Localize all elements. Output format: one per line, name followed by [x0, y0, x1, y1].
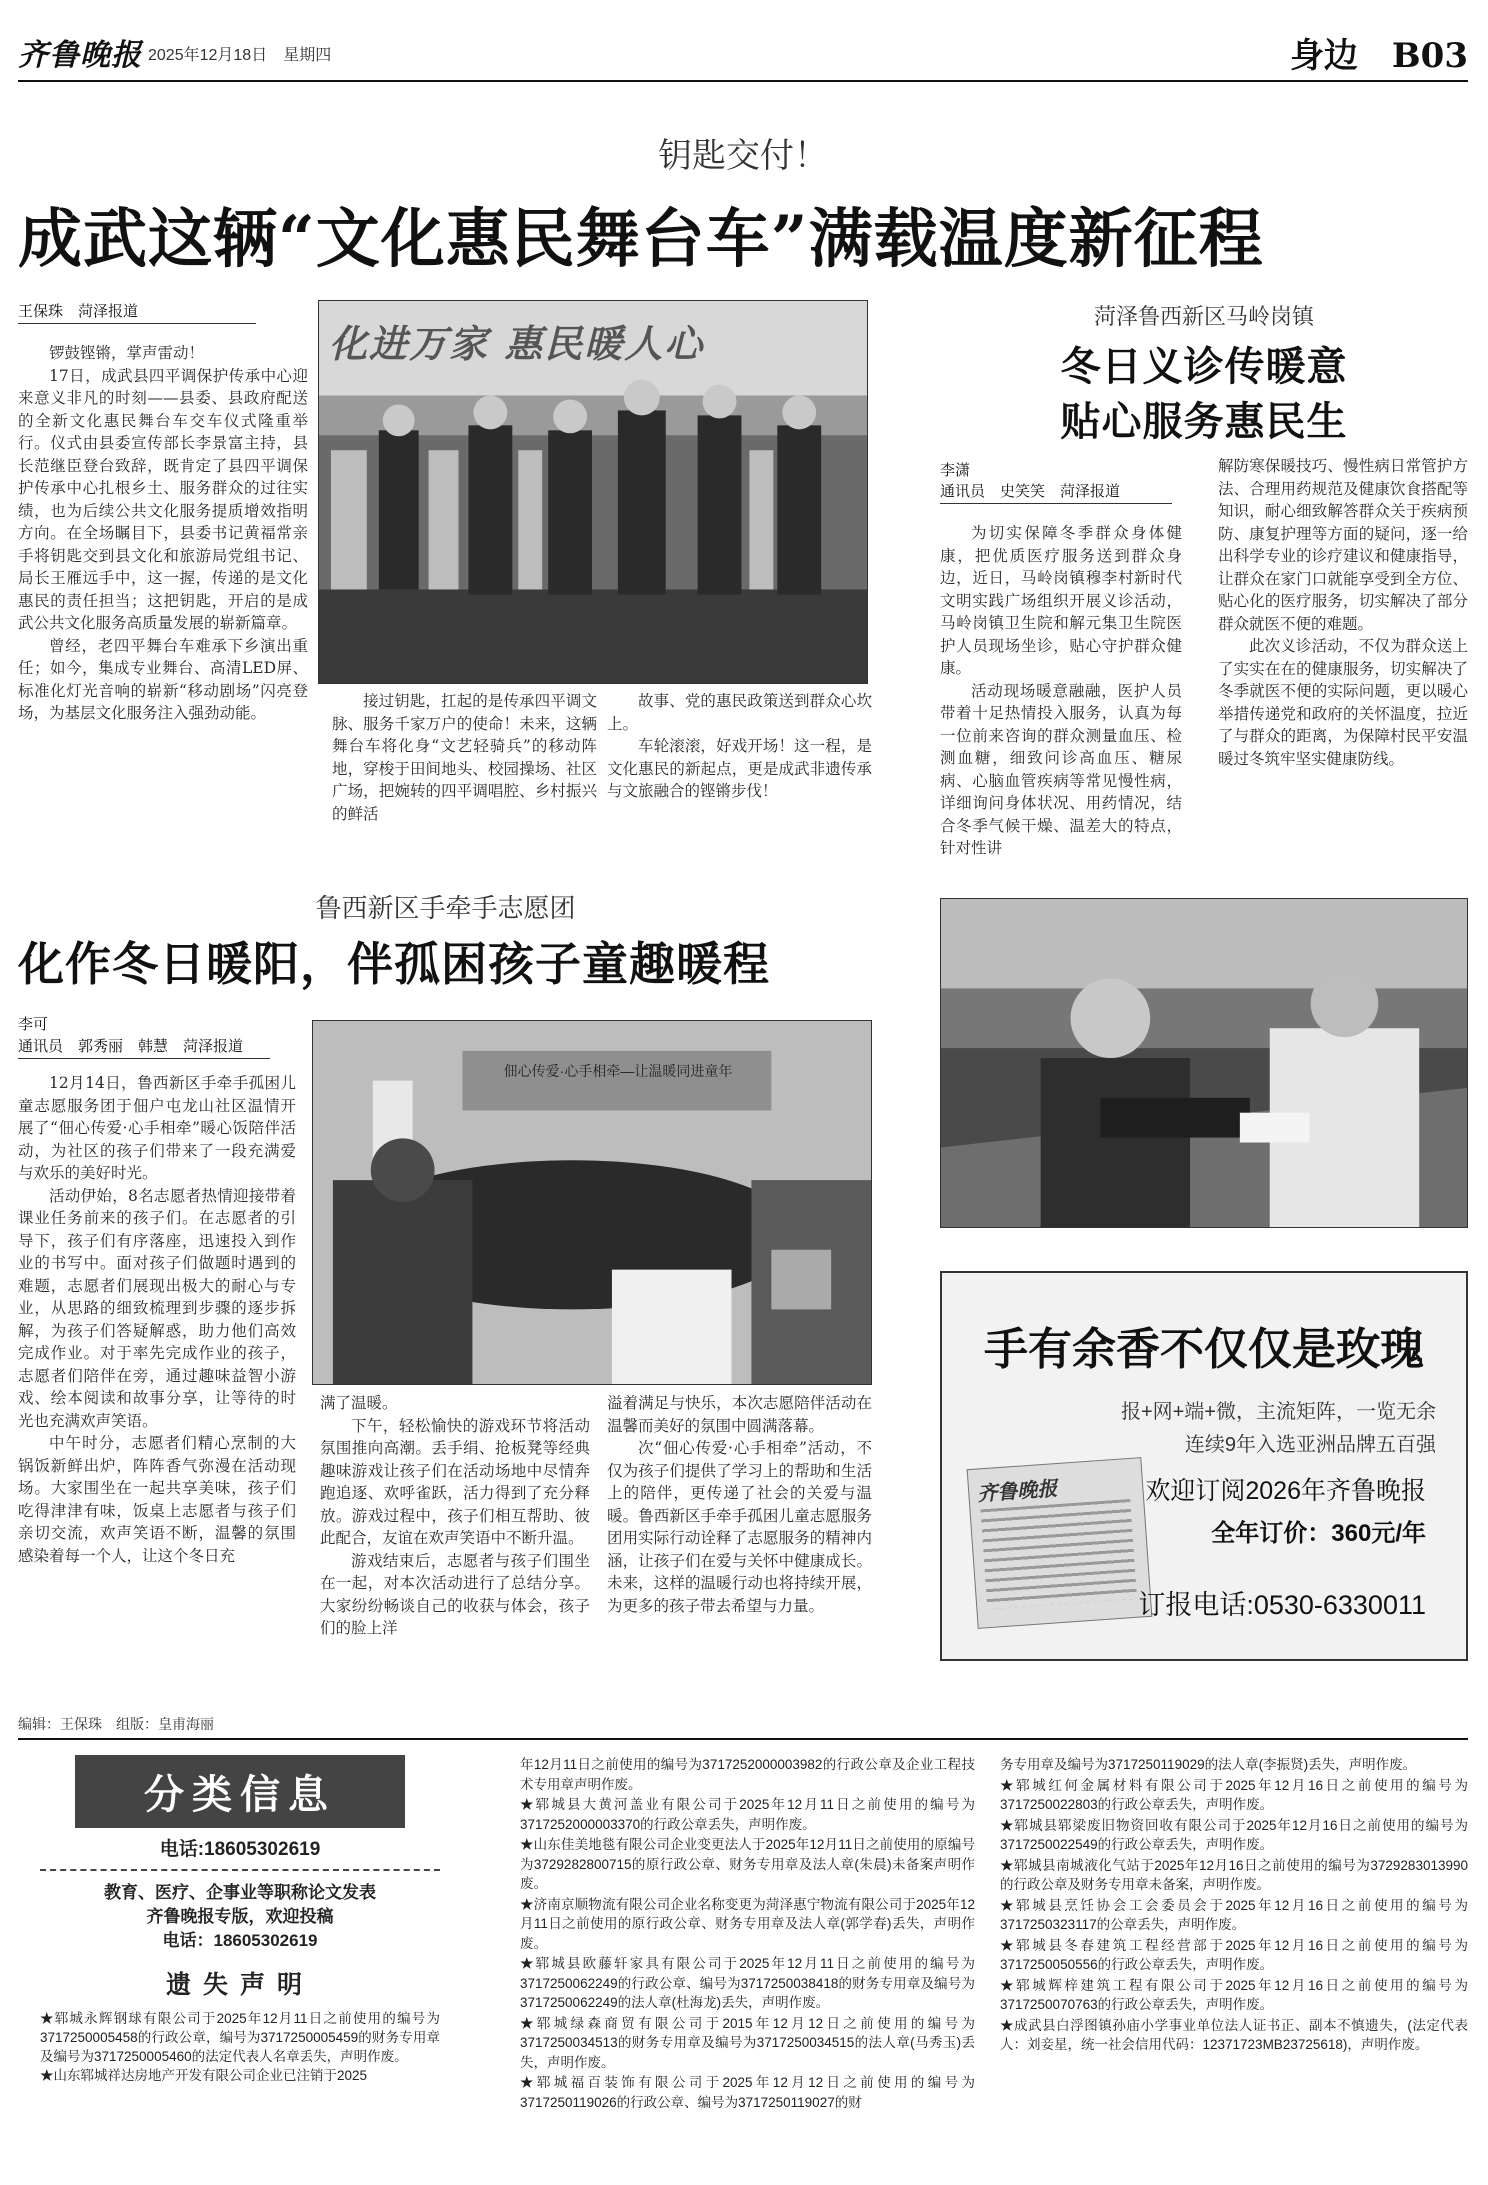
paragraph: 接过钥匙，扛起的是传承四平调文脉、服务千家万户的使命！未来，这辆舞台车将化身“文艺轻骑兵”的移动阵地，穿梭于田间地头、校园操场、社区广场，把婉转的四平调唱腔、乡村振兴的鲜活: [332, 692, 597, 823]
paragraph: 曾经，老四平舞台车难承下乡演出重任；如今，集成专业舞台、高清LED屏、标准化灯光音响的崭新“移动剧场”闪亮登场，为基层文化服务注入强劲动能。: [18, 636, 308, 722]
photo-banner-text: 化进万家 惠民暖人心: [329, 321, 705, 366]
page-label: 身边 B03: [1289, 36, 1468, 76]
story3-column-2: [320, 1392, 590, 1640]
subscription-ad: [940, 1271, 1468, 1661]
edu-ad-line-2: 齐鲁晚报专版，欢迎投稿: [146, 1907, 334, 1926]
paragraph: 车轮滚滚，好戏开场！这一程，是文化惠民的新起点，更是成武非遗传承与文旅融合的铿锵步伐！: [607, 737, 872, 800]
story2-column-1: [940, 522, 1182, 860]
paragraph: 中午时分，志愿者们精心烹制的大锅饭新鲜出炉，阵阵香气弥漫在活动现场。大家围坐在一起共享美味，孩子们吃得津津有味，饭桌上志愿者与孩子们亲切交流，欢声笑语不断，温馨的氛围感染着每一个人，让这个冬日充: [18, 1434, 296, 1565]
edu-ad-phone: 电话：18605302619: [162, 1931, 318, 1950]
paragraph: 游戏结束后，志愿者与孩子们围坐在一起，对本次活动进行了总结分享。大家纷纷畅谈自己的收获与体会，孩子们的脸上洋: [320, 1551, 590, 1637]
paragraph: 解防寒保暖技巧、慢性病日常管护方法、合理用药规范及健康饮食搭配等知识，耐心细致解答群众关于疾病预防、康复护理等方面的疑问，逐一给出科学专业的诊疗建议和健康指导，让群众在家门口就能享受到全方位、贴心化的医疗服务，切实解决了部分群众就医不便的难题。: [1218, 457, 1468, 633]
story2-column-2: [1218, 455, 1468, 770]
notice-item: ★郓城永辉钢球有限公司于2025年12月11日之前使用的编号为3717250005458的行政公章，编号为3717250005459的财务专用章及编号为3717250005460的法定代表人名章丢失，声明作废。: [40, 2011, 440, 2064]
story3-column-1: [18, 1072, 296, 1567]
ad-subtitle-1: 报+网+端+微，主流矩阵，一览无余: [1120, 1401, 1436, 1423]
paragraph: 此次义诊活动，不仅为群众送上了实实在在的健康服务，切实解决了冬季就医不便的实际问题，更以暖心举措传递党和政府的关怀温度，拉近了与群众的距离，为保障村民平安温暖过冬筑牢坚实健康防线。: [1218, 637, 1468, 768]
story1-headline: 成武这辆“文化惠民舞台车”满载温度新征程: [18, 202, 1264, 277]
notice-item: ★郓城绿森商贸有限公司于2015年12月12日之前使用的编号为3717250034513的财务专用章及编号为3717250034515的法人章(马秀玉)丢失，声明作废。: [520, 2015, 975, 2070]
story1-column-1: [18, 342, 308, 725]
ad-price: 全年订价：360元/年: [1211, 1520, 1426, 1547]
story1-column-3: [607, 690, 872, 803]
ad-subtitle-2: 连续9年入选亚洲品牌五百强: [1184, 1434, 1436, 1456]
story2-kicker: 菏泽鲁西新区马岭岗镇: [1093, 304, 1314, 329]
children-meal-photo: [312, 1020, 872, 1385]
story2-headline-line2: 贴心服务惠民生: [1060, 398, 1348, 445]
story2-byline-name: 李潇: [940, 462, 971, 479]
story3-headline: 化作冬日暖阳，伴孤困孩子童趣暖程: [18, 937, 770, 991]
stage-car-ceremony-photo: [318, 300, 868, 684]
notice-item: ★郓城辉梓建筑工程有限公司于2025年12月16日之前使用的编号为3717250070763的行政公章丢失，声明作废。: [1000, 1977, 1468, 2012]
paragraph: 为切实保障冬季群众身体健康，把优质医疗服务送到群众身边，近日，马岭岗镇穆李村新时代文明实践广场组织开展义诊活动，马岭岗镇卫生院和解元集卫生院医护人员现场坐诊，贴心守护群众健康。: [940, 524, 1182, 677]
notice-item: ★郓城福百装饰有限公司于2025年12月12日之前使用的编号为3717250119026的行政公章、编号为3717250119027的财: [520, 2075, 975, 2110]
notice-item: ★山东郓城祥达房地产开发有限公司企业已注销于2025: [40, 2068, 368, 2083]
notice-column-2: [520, 1755, 975, 2113]
photo-banner-text: 佃心传爱·心手相牵—让温暖同进童年: [503, 1063, 733, 1079]
notice-item: 务专用章及编号为3717250119029的法人章(李振贤)丢失，声明作废。: [1000, 1757, 1417, 1772]
story3-kicker: 鲁西新区手牵手志愿团: [315, 893, 576, 923]
editor-credits: 编辑：王保珠 组版：皇甫海丽: [18, 1714, 1468, 1740]
clinic-blood-pressure-photo: [940, 898, 1468, 1228]
paragraph: 12月14日，鲁西新区手牵手孤困儿童志愿服务团于佃户屯龙山社区温情开展了“佃心传爱·心手相牵”暖心饭陪伴活动，为社区的孩子们带来了一段充满爱与欢乐的美好时光。: [18, 1074, 296, 1182]
newspaper-logo: 齐鲁晚报: [18, 38, 142, 73]
notice-item: ★济南京顺物流有限公司企业名称变更为菏泽惠宁物流有限公司于2025年12月11日之前使用的原行政公章、财务专用章及法人章(郭学春)丢失，声明作废。: [520, 1896, 975, 1951]
notice-item: ★郓城红何金属材料有限公司于2025年12月16日之前使用的编号为3717250022803的行政公章丢失，声明作废。: [1000, 1777, 1468, 1812]
lost-notice-heading: 遗失声明: [165, 1970, 314, 1999]
story2-headline-line1: 冬日义诊传暖意: [1060, 343, 1348, 390]
paragraph: 下午，轻松愉快的游戏环节将活动氛围推向高潮。丢手绢、抢板凳等经典趣味游戏让孩子们在活动场地中尽情奔跑追逐、欢呼雀跃，活力得到了充分释放。游戏过程中，孩子们相互帮助、彼此配合，友谊在欢声笑语中不断升温。: [320, 1416, 590, 1547]
notice-item: ★郓城县大黄河盖业有限公司于2025年12月11日之前使用的编号为3717252000003370的行政公章丢失，声明作废。: [520, 1797, 975, 1832]
paragraph: 次“佃心传爱·心手相牵”活动，不仅为孩子们提供了学习上的帮助和生活上的陪伴，更传递了社会的关爱与温暖。鲁西新区手牵手孤困儿童志愿服务团用实际行动诠释了志愿服务的精神内涵，让孩子们在爱与关怀中健康成长。未来，这样的温暖行动也将持续开展，为更多的孩子带去希望与力量。: [607, 1439, 872, 1615]
ad-welcome: 欢迎订阅2026年齐鲁晚报: [1145, 1477, 1426, 1505]
newspaper-logo: 齐鲁晚报: [976, 1476, 1058, 1506]
notice-item: ★郓城县烹饪协会工会委员会于2025年12月16日之前使用的编号为3717250323117的公章丢失，声明作废。: [1000, 1897, 1468, 1932]
classified-title: 分类信息: [75, 1755, 405, 1828]
story2-byline: 通讯员 史笑笑 菏泽报道: [940, 480, 1172, 504]
notice-item: ★郓城县郓梁废旧物资回收有限公司于2025年12月16日之前使用的编号为3717250022549的行政公章丢失，声明作废。: [1000, 1817, 1468, 1852]
paragraph: 故事、党的惠民政策送到群众心坎上。: [607, 692, 872, 733]
edu-ad-line-1: 教育、医疗、企事业等职称论文发表: [104, 1883, 376, 1902]
newspaper-image: [967, 1457, 1153, 1629]
notice-column-3: [1000, 1755, 1468, 2056]
paragraph: 活动现场暖意融融，医护人员带着十足热情投入服务，认真为每一位前来咨询的群众测量血压、检测血糖，细致问诊高血压、糖尿病、心脑血管疾病等常见慢性病，详细询问身体状况、用药情况，结合冬季气候干燥、温差大的特点，针对性讲: [940, 681, 1182, 857]
ad-phone: 订报电话:0530-6330011: [1138, 1590, 1426, 1620]
story3-byline-name: 李可: [18, 1016, 49, 1033]
issue-date: 2025年12月18日 星期四: [148, 47, 332, 64]
notice-item: 年12月11日之前使用的编号为3717252000003982的行政公章及企业工程技术专用章声明作废。: [520, 1757, 975, 1792]
story1-column-2: [332, 690, 597, 825]
paragraph: 锣鼓铿锵，掌声雷动！: [49, 344, 205, 362]
paragraph: 满了温暖。: [320, 1394, 398, 1412]
story3-byline: 通讯员 郭秀丽 韩慧 菏泽报道: [18, 1035, 270, 1059]
masthead: [18, 22, 1468, 82]
paragraph: 溢着满足与快乐，本次志愿陪伴活动在温馨而美好的氛围中圆满落幕。: [607, 1394, 872, 1435]
notice-item: ★郓城县冬春建筑工程经营部于2025年12月16日之前使用的编号为3717250050556的行政公章丢失，声明作废。: [1000, 1937, 1468, 1972]
notice-item: ★成武县白浮图镇孙庙小学事业单位法人证书正、副本不慎遗失，(法定代表人：刘妾星，统一社会信用代码：12371723MB23725618)，声明作废。: [1000, 2017, 1468, 2052]
classified-phone: 电话:18605302619: [40, 1834, 440, 1871]
classified-section: [40, 1755, 440, 2165]
story1-kicker: 钥匙交付！: [658, 137, 828, 175]
story1-byline: 王保珠 菏泽报道: [18, 300, 256, 324]
notice-list: [40, 2009, 440, 2085]
newspaper-text-lines: [980, 1499, 1137, 1609]
notice-item: ★郓城县南城液化气站于2025年12月16日之前使用的编号为3729283013990的行政公章及财务专用章未备案，声明作废。: [1000, 1857, 1468, 1892]
notice-item: ★郓城县欧藤轩家具有限公司于2025年12月11日之前使用的编号为3717250062249的行政公章、编号为3717250038418的财务专用章及编号为3717250062249的法人章(杜海龙)丢失，声明作废。: [520, 1956, 975, 2010]
notice-item: ★山东佳美地毯有限公司企业变更法人于2025年12月11日之前使用的原编号为3729282800715的原行政公章、财务专用章及法人章(朱晨)未备案声明作废。: [520, 1837, 975, 1891]
story3-column-3: [607, 1392, 872, 1617]
ad-title: 手有余香不仅仅是玫瑰: [984, 1325, 1424, 1374]
paragraph: 17日，成武县四平调保护传承中心迎来意义非凡的时刻——县委、县政府配送的全新文化惠民舞台车交车仪式隆重举行。仪式由县委宣传部长李景富主持，县长范继臣登台致辞，既肯定了县四平调保护传承中心扎根乡土、服务群众的过往实绩，也为后续公共文化服务提质增效指明方向。在全场瞩目下，县委书记黄福常亲手将钥匙交到县文化和旅游局党组书记、局长王雁远手中，这一握，传递的是文化惠民的责任担当；这把钥匙，开启的是成武公共文化服务高质量发展的崭新篇章。: [18, 366, 308, 632]
paragraph: 活动伊始，8名志愿者热情迎接带着课业任务前来的孩子们。在志愿者的引导下，孩子们有序落座，迅速投入到作业的书写中。面对孩子们做题时遇到的难题，志愿者们展现出极大的耐心与专业，从思路的细致梳理到步骤的逐步拆解，为孩子们答疑解惑，助力他们高效完成作业。对于率先完成作业的孩子，志愿者们陪伴在旁，通过趣味益智小游戏、绘本阅读和故事分享，让等待的时光也充满欢声笑语。: [18, 1186, 296, 1430]
